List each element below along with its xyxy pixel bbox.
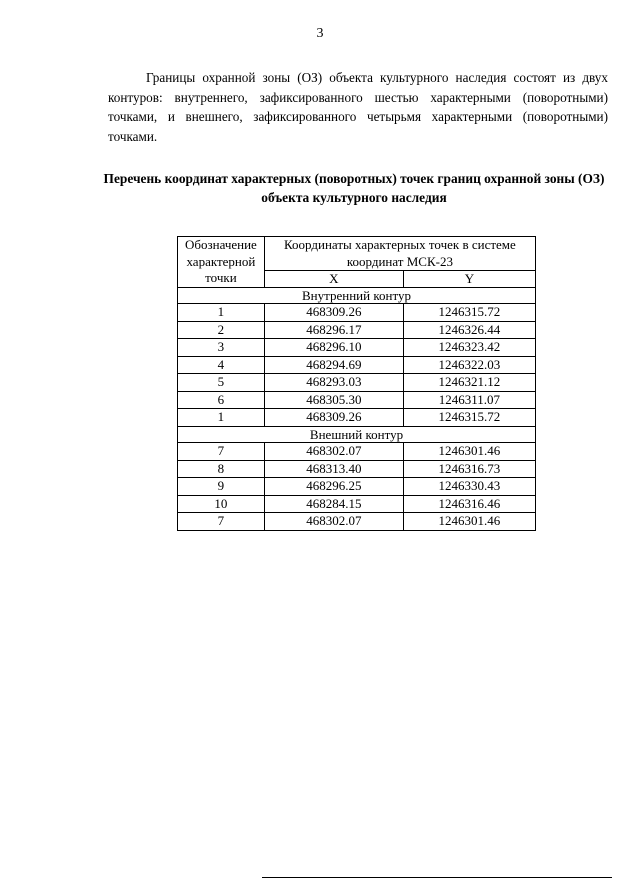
cell-x: 468296.10 [264, 339, 403, 357]
cell-x: 468293.03 [264, 374, 403, 392]
cell-y: 1246330.43 [403, 478, 535, 496]
cell-point: 4 [178, 356, 265, 374]
cell-y: 1246316.73 [403, 460, 535, 478]
cell-x: 468305.30 [264, 391, 403, 409]
section-title-inner: Внутренний контур [178, 287, 536, 304]
cell-y: 1246321.12 [403, 374, 535, 392]
cell-point: 10 [178, 495, 265, 513]
table-row [178, 356, 536, 374]
column-header-x: X [264, 271, 403, 287]
cell-x: 468302.07 [264, 513, 403, 531]
cell-point: 8 [178, 460, 265, 478]
cell-x: 468294.69 [264, 356, 403, 374]
cell-point: 1 [178, 304, 265, 322]
table-row [178, 339, 536, 357]
column-header-y: Y [403, 271, 535, 287]
cell-point: 3 [178, 339, 265, 357]
cell-point: 5 [178, 374, 265, 392]
cell-point: 7 [178, 513, 265, 531]
cell-point: 7 [178, 443, 265, 461]
cell-y: 1246326.44 [403, 321, 535, 339]
page-number: 3 [316, 26, 324, 41]
table-row [178, 495, 536, 513]
cell-point: 9 [178, 478, 265, 496]
cell-point: 2 [178, 321, 265, 339]
table-row [178, 478, 536, 496]
cell-point: 6 [178, 391, 265, 409]
table-row [178, 304, 536, 322]
table-row [178, 443, 536, 461]
cell-y: 1246315.72 [403, 409, 535, 427]
table-heading: Перечень координат характерных (поворотных) точек границ охранной зоны (ОЗ) объекта культурного наследия [103, 171, 605, 205]
cell-y: 1246322.03 [403, 356, 535, 374]
table-row [178, 391, 536, 409]
table-row [178, 460, 536, 478]
cell-y: 1246323.42 [403, 339, 535, 357]
cell-x: 468309.26 [264, 304, 403, 322]
bottom-rule [262, 877, 612, 878]
cell-y: 1246316.46 [403, 495, 535, 513]
table-row [178, 321, 536, 339]
column-header-point: Обозначение характерной точки [178, 237, 265, 288]
table-row [178, 374, 536, 392]
table-row [178, 513, 536, 531]
cell-y: 1246315.72 [403, 304, 535, 322]
cell-point: 1 [178, 409, 265, 427]
cell-x: 468296.17 [264, 321, 403, 339]
column-header-coordinates: Координаты характерных точек в системе координат МСК-23 [264, 237, 535, 271]
coordinates-table [177, 236, 536, 531]
cell-x: 468302.07 [264, 443, 403, 461]
intro-paragraph: Границы охранной зоны (ОЗ) объекта культурного наследия состоят из двух контуров: внутреннего, зафиксированного шестью характерными (поворотными) точками, и внешнего, зафиксированного четырьмя характерными (поворотными) точками. [108, 70, 608, 144]
cell-x: 468313.40 [264, 460, 403, 478]
cell-y: 1246311.07 [403, 391, 535, 409]
cell-x: 468296.25 [264, 478, 403, 496]
section-title-outer: Внешний контур [178, 426, 536, 443]
cell-y: 1246301.46 [403, 513, 535, 531]
cell-y: 1246301.46 [403, 443, 535, 461]
cell-x: 468309.26 [264, 409, 403, 427]
cell-x: 468284.15 [264, 495, 403, 513]
table-row [178, 409, 536, 427]
